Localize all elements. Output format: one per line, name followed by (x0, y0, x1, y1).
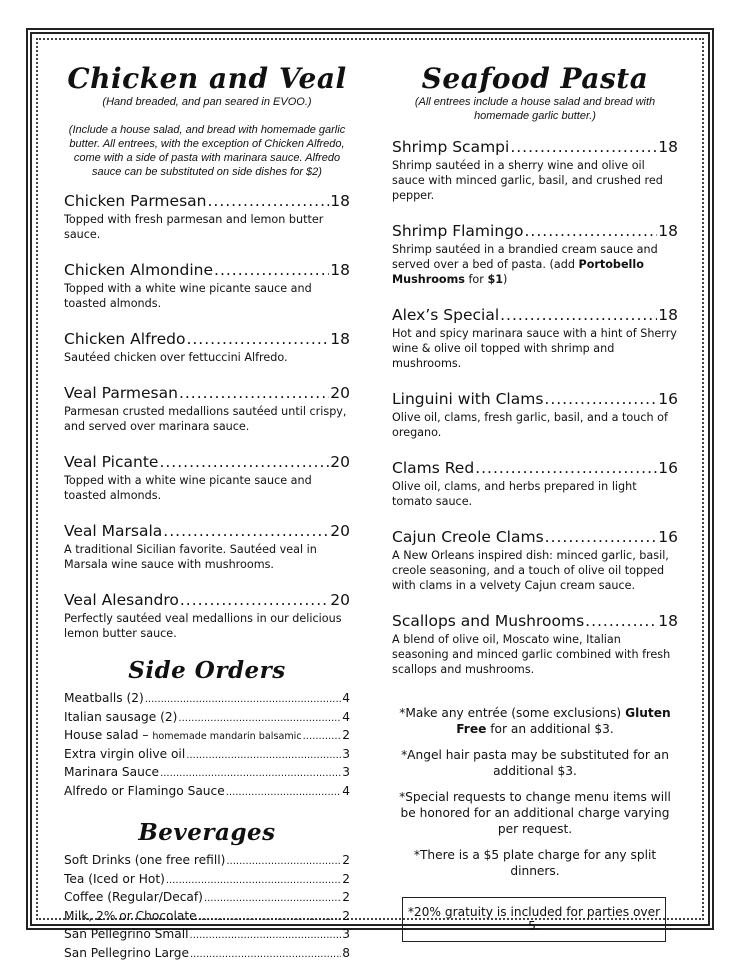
desc-text-mid: for (465, 273, 488, 286)
list-item (64, 889, 350, 908)
item-description: Hot and spicy marinara sauce with a hint of Sherry wine & olive oil topped with shrimp and mushrooms. (392, 326, 678, 371)
leader-dots (160, 766, 341, 783)
right-column (392, 60, 678, 942)
beverages-list (64, 852, 350, 963)
leader-dots (226, 854, 341, 871)
item-name: Shrimp Flamingo (392, 221, 523, 241)
menu-item (64, 260, 350, 311)
item-price: 4 (342, 690, 350, 707)
item-price: 4 (342, 783, 350, 800)
list-item (64, 926, 350, 945)
list-item (64, 690, 350, 709)
item-description: Perfectly sautéed veal medallions in our delicious lemon butter sauce. (64, 611, 350, 641)
item-price: 20 (330, 521, 350, 541)
seafood-items (392, 137, 678, 677)
item-price: 18 (658, 611, 678, 631)
gratuity-box: *20% gratuity is included for parties over 5. (402, 897, 666, 942)
menu-item (64, 521, 350, 572)
item-name: Chicken Almondine (64, 260, 213, 280)
item-description: A New Orleans inspired dish: minced garlic, basil, creole seasoning, and a touch of olive oil topped with clams in a velvety Cajun cream sauce. (392, 548, 678, 593)
desc-text-end: ) (503, 273, 507, 286)
item-name: Meatballs (2) (64, 690, 144, 707)
leader-dots (179, 383, 329, 403)
item-name: Soft Drinks (one free refill) (64, 852, 225, 869)
chicken-veal-items (64, 191, 350, 641)
leader-dots (545, 527, 658, 547)
list-item (64, 746, 350, 765)
item-description: Topped with a white wine picante sauce and toasted almonds. (64, 281, 350, 311)
item-name (64, 727, 302, 746)
plate-charge-note: *There is a $5 plate charge for any split dinners. (396, 847, 674, 879)
item-name: Alex’s Special (392, 305, 499, 325)
item-name: Tea (Iced or Hot) (64, 871, 165, 888)
menu-item (392, 458, 678, 509)
item-price: 2 (342, 908, 350, 925)
item-name: Extra virgin olive oil (64, 746, 185, 763)
item-name: Linguini with Clams (392, 389, 543, 409)
item-price: 16 (658, 458, 678, 478)
menu-item (64, 329, 350, 365)
leader-dots (226, 785, 342, 802)
item-description: Parmesan crusted medallions sautéed until crispy, and served over marinara sauce. (64, 404, 350, 434)
item-price: 2 (342, 727, 350, 744)
menu-item (392, 137, 678, 203)
list-item (64, 871, 350, 890)
leader-dots (163, 521, 329, 541)
item-description: Olive oil, clams, fresh garlic, basil, and a touch of oregano. (392, 410, 678, 440)
list-item (64, 852, 350, 871)
item-name: Veal Parmesan (64, 383, 178, 403)
menu-item (392, 527, 678, 593)
leader-dots (585, 611, 657, 631)
item-name: Clams Red (392, 458, 474, 478)
menu-item (64, 590, 350, 641)
item-name: Cajun Creole Clams (392, 527, 544, 547)
leader-dots (166, 873, 341, 890)
left-column (64, 60, 350, 963)
leader-dots (214, 260, 329, 280)
item-name: Coffee (Regular/Decaf) (64, 889, 203, 906)
menu-item (64, 383, 350, 434)
leader-dots (186, 748, 341, 765)
item-name: Milk, 2% or Chocolate (64, 908, 197, 925)
item-name: Veal Alesandro (64, 590, 179, 610)
list-item (64, 908, 350, 927)
list-item (64, 727, 350, 746)
side-orders-title: Side Orders (64, 657, 350, 684)
menu-item (64, 452, 350, 503)
item-description: A traditional Sicilian favorite. Sautéed veal in Marsala wine sauce with mushrooms. (64, 542, 350, 572)
leader-dots (207, 191, 329, 211)
item-name: Italian sausage (2) (64, 709, 177, 726)
leader-dots (145, 692, 342, 709)
item-name: San Pellegrino Small (64, 926, 189, 943)
item-description: A blend of olive oil, Moscato wine, Italian seasoning and minced garlic combined with fresh scallops and mushrooms. (392, 632, 678, 677)
item-name: Shrimp Scampi (392, 137, 509, 157)
seafood-subtitle: (All entrees include a house salad and bread with homemade garlic butter.) (392, 95, 678, 123)
leader-dots (180, 590, 329, 610)
item-price: 20 (330, 452, 350, 472)
item-price: 8 (342, 945, 350, 962)
desc-text: Shrimp sautéed in a brandied cream sauce and served over a bed of pasta. (add (392, 243, 658, 271)
item-name: San Pellegrino Large (64, 945, 189, 962)
item-price: 18 (330, 329, 350, 349)
note-text-end: for an additional $3. (486, 722, 613, 736)
item-description: Topped with fresh parmesan and lemon butter sauce. (64, 212, 350, 242)
item-description (392, 242, 678, 287)
item-name: Chicken Parmesan (64, 191, 206, 211)
desc-bold-price: $1 (487, 273, 503, 286)
item-name: Marinara Sauce (64, 764, 159, 781)
item-description: Sautéed chicken over fettuccini Alfredo. (64, 350, 350, 365)
item-price: 20 (330, 590, 350, 610)
leader-dots (186, 329, 329, 349)
chicken-veal-title: Chicken and Veal (64, 62, 350, 95)
leader-dots (510, 137, 657, 157)
item-description: Topped with a white wine picante sauce and toasted almonds. (64, 473, 350, 503)
item-name: Veal Marsala (64, 521, 162, 541)
leader-dots (178, 711, 341, 728)
item-price: 2 (342, 889, 350, 906)
leader-dots (190, 947, 341, 963)
item-name: Veal Picante (64, 452, 158, 472)
item-price: 2 (342, 871, 350, 888)
item-price: 3 (342, 746, 350, 763)
menu-item (392, 221, 678, 287)
item-price: 20 (330, 383, 350, 403)
notes-section (392, 705, 678, 942)
item-name: Alfredo or Flamingo Sauce (64, 783, 225, 800)
item-price: 18 (658, 137, 678, 157)
item-price: 18 (658, 221, 678, 241)
item-price: 3 (342, 764, 350, 781)
item-price: 3 (342, 926, 350, 943)
list-item (64, 783, 350, 802)
menu-item (392, 305, 678, 371)
chicken-veal-subtitle: (Hand breaded, and pan seared in EVOO.) (64, 95, 350, 109)
item-price: 2 (342, 852, 350, 869)
leader-dots (303, 729, 342, 746)
item-name: Scallops and Mushrooms (392, 611, 584, 631)
note-text: *Make any entrée (some exclusions) (399, 706, 625, 720)
beverages-title: Beverages (64, 819, 350, 846)
item-price: 18 (658, 305, 678, 325)
leader-dots (524, 221, 657, 241)
item-price: 16 (658, 527, 678, 547)
leader-dots (500, 305, 657, 325)
list-item (64, 945, 350, 963)
item-price: 4 (342, 709, 350, 726)
leader-dots (544, 389, 657, 409)
gluten-free-note (396, 705, 674, 737)
item-description: Shrimp sautéed in a sherry wine and olive oil sauce with minced garlic, basil, and crushed red pepper. (392, 158, 678, 203)
item-description: Olive oil, clams, and herbs prepared in light tomato sauce. (392, 479, 678, 509)
gluten-free-bold: Gluten Free (456, 706, 670, 736)
chicken-veal-note: (Include a house salad, and bread with homemade garlic butter. All entrees, with the exception of Chicken Alfredo, come with a side of pasta with marinara sauce. Alfredo sauce can be substituted on side dishes for $2) (64, 123, 350, 179)
angel-hair-note: *Angel hair pasta may be substituted for an additional $3. (396, 747, 674, 779)
special-requests-note: *Special requests to change menu items will be honored for an additional charge varying per request. (396, 789, 674, 837)
leader-dots (204, 891, 341, 908)
item-name-note: homemade mandarin balsamic (152, 731, 301, 742)
leader-dots (475, 458, 657, 478)
list-item (64, 709, 350, 728)
leader-dots (198, 910, 342, 927)
leader-dots (159, 452, 329, 472)
desc-bold-addon: Portobello Mushrooms (392, 258, 644, 286)
item-price: 18 (330, 191, 350, 211)
item-price: 18 (330, 260, 350, 280)
menu-item (392, 389, 678, 440)
list-item (64, 764, 350, 783)
seafood-title: Seafood Pasta (392, 62, 678, 95)
item-name: Chicken Alfredo (64, 329, 185, 349)
leader-dots (190, 928, 342, 945)
item-name-text: House salad – (64, 728, 152, 742)
side-orders-list (64, 690, 350, 801)
menu-item (392, 611, 678, 677)
menu-item (64, 191, 350, 242)
item-price: 16 (658, 389, 678, 409)
